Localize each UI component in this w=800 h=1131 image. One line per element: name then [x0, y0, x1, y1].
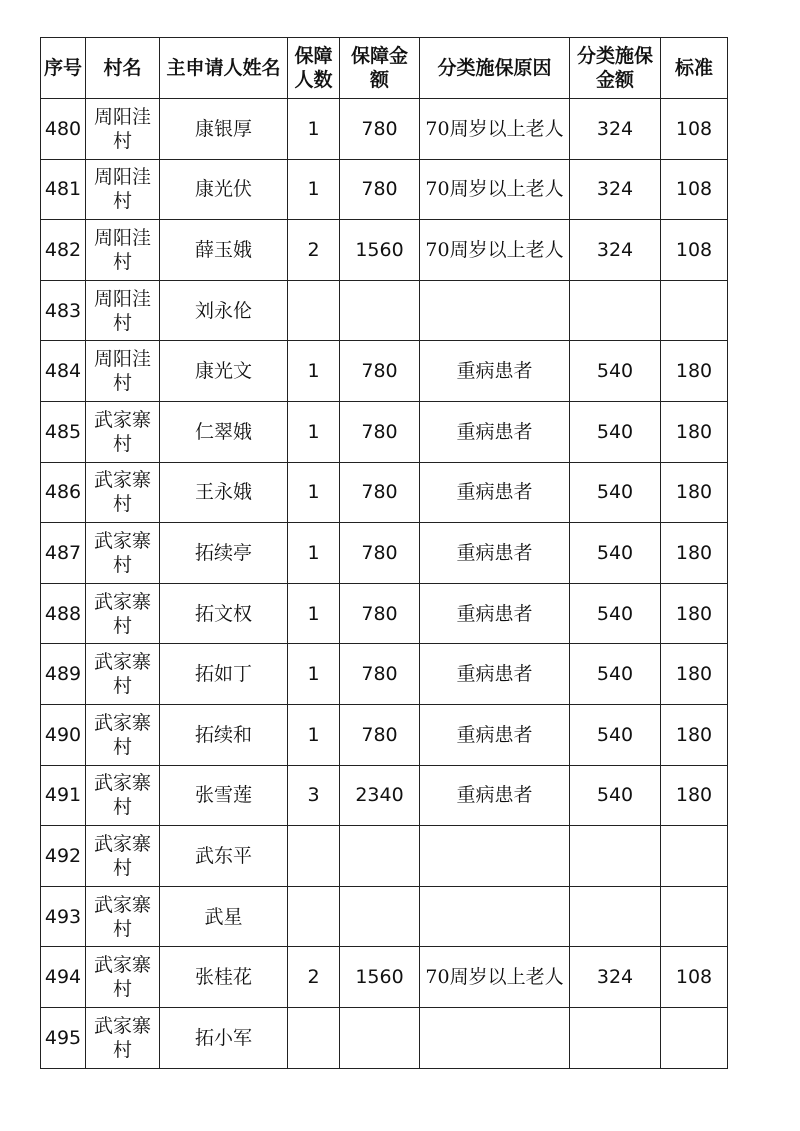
cell-reason: 重病患者 [420, 341, 570, 402]
cell-standard: 180 [661, 765, 728, 826]
cell-standard: 108 [661, 99, 728, 160]
cell-reason: 重病患者 [420, 765, 570, 826]
cell-village: 武家寨村 [86, 765, 160, 826]
cell-reason: 重病患者 [420, 704, 570, 765]
table-row [41, 644, 728, 705]
cell-village: 周阳洼村 [86, 280, 160, 341]
cell-village: 武家寨村 [86, 644, 160, 705]
cell-count: 3 [288, 765, 340, 826]
cell-count: 1 [288, 159, 340, 220]
cell-village: 武家寨村 [86, 947, 160, 1008]
cell-village: 武家寨村 [86, 523, 160, 584]
cell-class-amount: 540 [570, 341, 661, 402]
table-row [41, 765, 728, 826]
cell-reason: 70周岁以上老人 [420, 947, 570, 1008]
cell-seq: 487 [41, 523, 86, 584]
cell-seq: 482 [41, 220, 86, 281]
cell-applicant: 刘永伦 [160, 280, 288, 341]
cell-standard [661, 886, 728, 947]
table-row [41, 159, 728, 220]
cell-class-amount [570, 280, 661, 341]
header-village: 村名 [86, 38, 160, 99]
cell-standard [661, 826, 728, 887]
cell-seq: 481 [41, 159, 86, 220]
cell-count [288, 1007, 340, 1068]
cell-standard: 180 [661, 462, 728, 523]
cell-village: 武家寨村 [86, 401, 160, 462]
cell-standard: 108 [661, 159, 728, 220]
cell-standard: 180 [661, 704, 728, 765]
table-row [41, 583, 728, 644]
cell-count [288, 826, 340, 887]
cell-reason: 70周岁以上老人 [420, 159, 570, 220]
cell-applicant: 武星 [160, 886, 288, 947]
cell-class-amount: 324 [570, 159, 661, 220]
header-row [41, 38, 728, 99]
cell-reason [420, 886, 570, 947]
cell-class-amount: 324 [570, 947, 661, 1008]
cell-reason [420, 826, 570, 887]
cell-class-amount: 324 [570, 99, 661, 160]
cell-standard [661, 1007, 728, 1068]
cell-standard: 180 [661, 644, 728, 705]
cell-seq: 490 [41, 704, 86, 765]
header-reason: 分类施保原因 [420, 38, 570, 99]
cell-amount: 780 [340, 583, 420, 644]
cell-applicant: 拓小军 [160, 1007, 288, 1068]
cell-applicant: 武东平 [160, 826, 288, 887]
cell-village: 周阳洼村 [86, 159, 160, 220]
cell-count: 1 [288, 583, 340, 644]
cell-applicant: 薛玉娥 [160, 220, 288, 281]
cell-class-amount: 540 [570, 462, 661, 523]
cell-class-amount: 540 [570, 401, 661, 462]
cell-standard: 180 [661, 341, 728, 402]
cell-applicant: 康银厚 [160, 99, 288, 160]
cell-reason [420, 280, 570, 341]
table-row [41, 280, 728, 341]
cell-amount: 780 [340, 704, 420, 765]
cell-standard: 108 [661, 220, 728, 281]
cell-applicant: 张桂花 [160, 947, 288, 1008]
cell-seq: 486 [41, 462, 86, 523]
cell-village: 武家寨村 [86, 462, 160, 523]
cell-amount [340, 826, 420, 887]
cell-count: 2 [288, 220, 340, 281]
table-row [41, 886, 728, 947]
table-row [41, 220, 728, 281]
cell-applicant: 仁翠娥 [160, 401, 288, 462]
cell-count: 1 [288, 523, 340, 584]
cell-applicant: 康光文 [160, 341, 288, 402]
cell-reason: 重病患者 [420, 401, 570, 462]
cell-village: 武家寨村 [86, 826, 160, 887]
cell-seq: 488 [41, 583, 86, 644]
cell-village: 周阳洼村 [86, 99, 160, 160]
header-applicant: 主申请人姓名 [160, 38, 288, 99]
cell-class-amount [570, 886, 661, 947]
cell-seq: 495 [41, 1007, 86, 1068]
cell-seq: 484 [41, 341, 86, 402]
table-row [41, 341, 728, 402]
table-row [41, 99, 728, 160]
cell-applicant: 拓续亭 [160, 523, 288, 584]
cell-reason: 重病患者 [420, 583, 570, 644]
cell-standard: 108 [661, 947, 728, 1008]
cell-amount: 1560 [340, 947, 420, 1008]
cell-class-amount: 540 [570, 765, 661, 826]
cell-seq: 491 [41, 765, 86, 826]
cell-count: 1 [288, 99, 340, 160]
assistance-table [40, 37, 728, 1069]
cell-reason: 70周岁以上老人 [420, 99, 570, 160]
cell-village: 武家寨村 [86, 886, 160, 947]
cell-seq: 483 [41, 280, 86, 341]
cell-standard: 180 [661, 523, 728, 584]
cell-seq: 494 [41, 947, 86, 1008]
cell-count: 2 [288, 947, 340, 1008]
cell-standard: 180 [661, 583, 728, 644]
header-standard: 标准 [661, 38, 728, 99]
cell-reason: 重病患者 [420, 523, 570, 584]
table-body [41, 99, 728, 1069]
table-row [41, 704, 728, 765]
cell-village: 武家寨村 [86, 1007, 160, 1068]
table-header [41, 38, 728, 99]
cell-count: 1 [288, 401, 340, 462]
cell-standard: 180 [661, 401, 728, 462]
cell-village: 武家寨村 [86, 583, 160, 644]
cell-reason [420, 1007, 570, 1068]
cell-applicant: 王永娥 [160, 462, 288, 523]
table-row [41, 462, 728, 523]
cell-count: 1 [288, 341, 340, 402]
cell-amount: 780 [340, 523, 420, 584]
cell-amount: 780 [340, 99, 420, 160]
cell-seq: 480 [41, 99, 86, 160]
header-count: 保障人数 [288, 38, 340, 99]
cell-reason: 70周岁以上老人 [420, 220, 570, 281]
cell-amount [340, 1007, 420, 1068]
cell-applicant: 拓续和 [160, 704, 288, 765]
cell-applicant: 拓文权 [160, 583, 288, 644]
table-row [41, 826, 728, 887]
cell-amount [340, 886, 420, 947]
cell-reason: 重病患者 [420, 462, 570, 523]
cell-amount: 780 [340, 159, 420, 220]
cell-amount: 2340 [340, 765, 420, 826]
cell-amount: 780 [340, 462, 420, 523]
cell-class-amount: 540 [570, 704, 661, 765]
cell-class-amount: 324 [570, 220, 661, 281]
cell-count: 1 [288, 644, 340, 705]
cell-count: 1 [288, 704, 340, 765]
cell-amount [340, 280, 420, 341]
cell-class-amount: 540 [570, 583, 661, 644]
header-amount: 保障金额 [340, 38, 420, 99]
cell-class-amount: 540 [570, 523, 661, 584]
cell-amount: 780 [340, 341, 420, 402]
cell-amount: 1560 [340, 220, 420, 281]
cell-seq: 485 [41, 401, 86, 462]
cell-applicant: 张雪莲 [160, 765, 288, 826]
cell-applicant: 拓如丁 [160, 644, 288, 705]
cell-class-amount [570, 1007, 661, 1068]
cell-amount: 780 [340, 644, 420, 705]
table-row [41, 947, 728, 1008]
cell-class-amount [570, 826, 661, 887]
cell-seq: 489 [41, 644, 86, 705]
cell-village: 周阳洼村 [86, 220, 160, 281]
cell-count: 1 [288, 462, 340, 523]
cell-count [288, 886, 340, 947]
cell-class-amount: 540 [570, 644, 661, 705]
cell-amount: 780 [340, 401, 420, 462]
cell-reason: 重病患者 [420, 644, 570, 705]
table-row [41, 401, 728, 462]
cell-village: 周阳洼村 [86, 341, 160, 402]
cell-applicant: 康光伏 [160, 159, 288, 220]
header-seq: 序号 [41, 38, 86, 99]
cell-seq: 492 [41, 826, 86, 887]
table-row [41, 523, 728, 584]
cell-count [288, 280, 340, 341]
cell-seq: 493 [41, 886, 86, 947]
header-class-amount: 分类施保金额 [570, 38, 661, 99]
table-row [41, 1007, 728, 1068]
cell-village: 武家寨村 [86, 704, 160, 765]
cell-standard [661, 280, 728, 341]
